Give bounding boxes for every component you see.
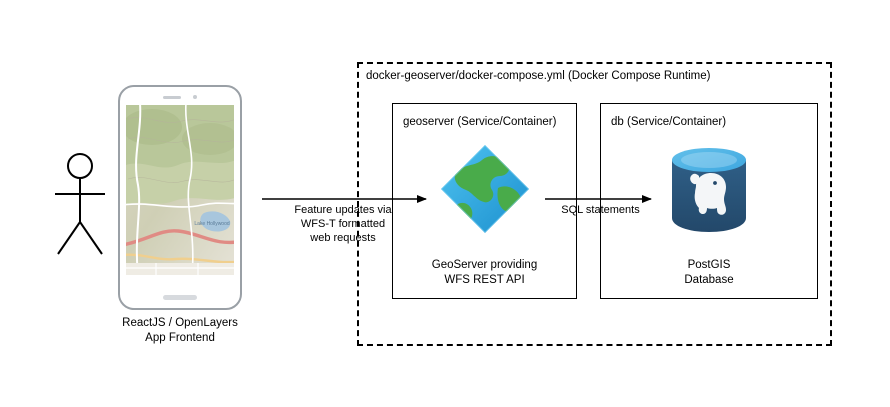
db-caption [600,258,818,288]
map-screen[interactable] [126,105,234,275]
user-actor [45,150,115,260]
frontend-caption-line2: App Frontend [145,332,215,344]
phone-speaker-bar [163,96,181,99]
phone-speaker [163,95,197,99]
arrow-frontend-to-geoserver-label [268,203,418,245]
db-caption-line1: PostGIS [687,259,731,271]
db-caption-line2: Database [684,274,734,286]
docker-compose-label: docker-geoserver/docker-compose.yml (Docker Compose Runtime) [366,70,711,82]
arrow2-line1: SQL statements [561,204,640,216]
geoserver-caption-line1: GeoServer providing [431,259,538,271]
phone-home-indicator [163,295,197,300]
arrow1-line2: WFS-T formatted [300,218,386,230]
phone-frame [118,85,242,310]
geoserver-caption-line2: WFS REST API [444,274,525,286]
frontend-caption-line1: ReactJS / OpenLayers [122,317,238,329]
arrow1-line3: web requests [310,232,376,244]
geoserver-caption [392,258,577,288]
phone-camera-dot [193,95,197,99]
map-graphic [126,105,234,275]
db-header: db (Service/Container) [611,116,727,128]
arrow1-line1: Feature updates via [294,204,392,216]
geoserver-header: geoserver (Service/Container) [403,116,557,128]
map-place-label: Lake Hollywood [194,221,230,227]
frontend-caption [96,316,264,346]
database-icon [662,142,756,236]
globe-icon [438,142,532,236]
arrow-geoserver-to-db-label [548,203,653,217]
